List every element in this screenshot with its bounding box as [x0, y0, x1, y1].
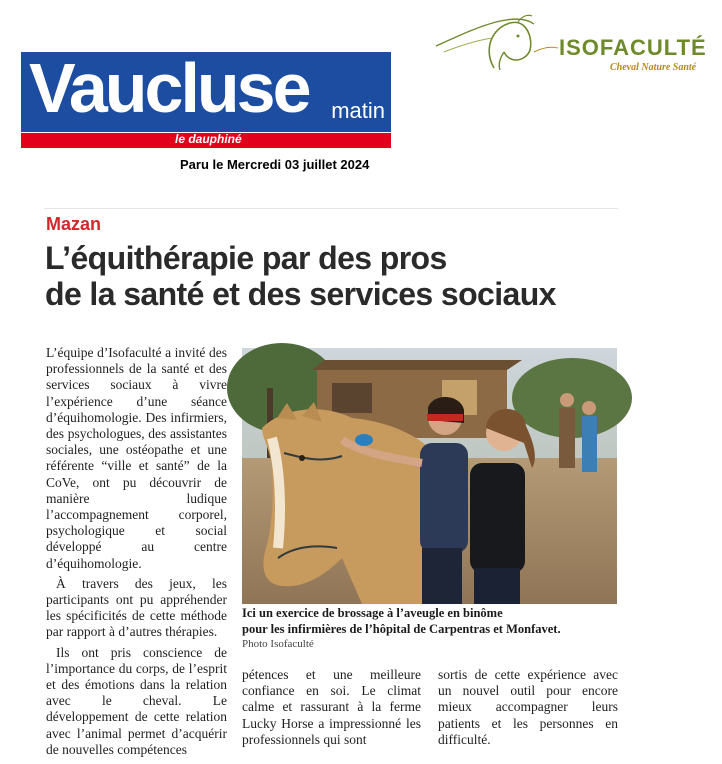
paragraph: sortis de cette expérience avec un nouvel outil pour encore mieux accompagner leurs patients et les personnes en difficulté.	[438, 667, 618, 747]
photo-credit: Photo Isofaculté	[242, 638, 314, 650]
logo-name: ISOFACULTÉ	[559, 35, 707, 60]
logo-tagline: Cheval Nature Santé	[610, 62, 697, 73]
article-headline	[45, 240, 635, 312]
masthead-title: Vaucluse	[29, 49, 309, 127]
horse-head-icon	[434, 8, 564, 78]
paragraph: L’équipe d’Isofaculté a invité des professionnels de la santé et des services sociaux à vivre l’expérience d’une séance d’équihomologie. Des infirmiers, des psychologues, des assistantes sociales, une ostéopathe et une référente “ville et santé” de la CoVe, ont pu découvrir de manière ludique l’accompagnement corporel, psychologique et social développé au centre d’équihomologie.	[46, 345, 227, 571]
newspaper-masthead	[21, 49, 391, 148]
paragraph: À travers des jeux, les participants ont pu appréhender les spécificités de cette méthode par rapport à d’autres thérapies.	[46, 575, 227, 640]
headline-line-2: de la santé et des services sociaux	[45, 276, 556, 312]
isofaculte-logo	[434, 8, 714, 78]
photo-illustration	[242, 348, 617, 604]
paragraph: pétences et une meilleure confiance en soi. Le climat calme et rassurant à la ferme Lucky Horse a impressionné les professionnels qui sont	[242, 667, 421, 747]
headline-line-1: L’équithérapie par des pros	[45, 240, 447, 276]
photo-caption	[242, 605, 622, 637]
article-kicker: Mazan	[46, 214, 102, 234]
caption-line-2: pour les infirmières de l’hôpital de Carpentras et Monfavet.	[242, 622, 561, 636]
masthead-subtitle: le dauphiné	[175, 132, 242, 146]
article-column-2	[242, 667, 421, 748]
caption-line-1: Ici un exercice de brossage à l’aveugle en binôme	[242, 606, 503, 620]
article-column-3	[438, 667, 618, 748]
article-column-1	[46, 345, 227, 757]
masthead-matin: matin	[331, 98, 385, 123]
publication-date: Paru le Mercredi 03 juillet 2024	[180, 157, 370, 172]
paragraph: Ils ont pris conscience de l’importance du corps, de l’esprit et des émotions dans la relation avec le cheval. Le développement de cette relation avec l’animal permet d’acquérir de nouvelles compétences	[46, 644, 227, 757]
article-photo	[242, 348, 617, 604]
article-top-rule	[44, 208, 618, 209]
